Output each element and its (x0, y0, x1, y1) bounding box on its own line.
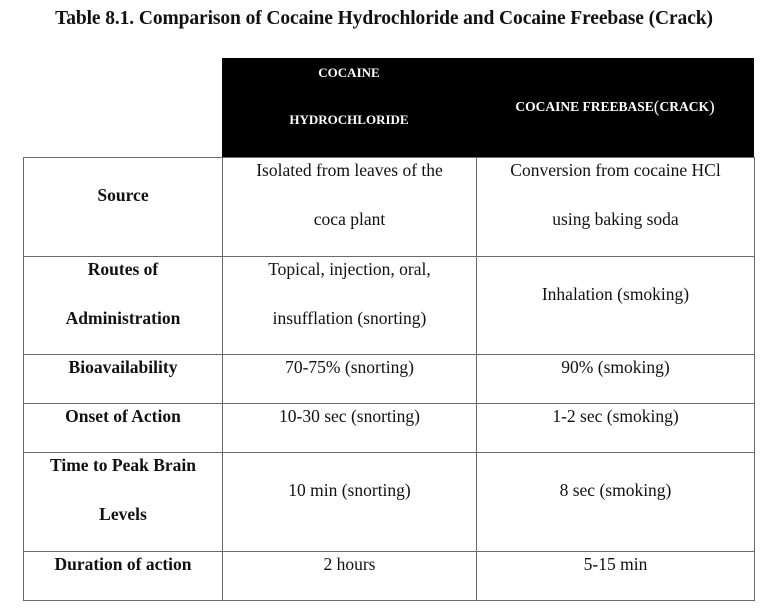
cell-crack (477, 158, 755, 257)
header-text: COCAINE FREEBASE (515, 98, 654, 114)
cell-line: Onset of Action (65, 406, 181, 426)
cell-line: Topical, injection, oral, (268, 259, 431, 279)
comparison-table (23, 157, 755, 601)
row-label (24, 552, 223, 601)
table-header (222, 58, 754, 157)
cell-line: Administration (65, 308, 181, 328)
cell-line: 10 min (snorting) (288, 480, 411, 500)
cell-hcl (223, 552, 477, 601)
cell-crack (477, 404, 755, 453)
cell-line: 10-30 sec (snorting) (279, 406, 420, 426)
table-row-source (24, 158, 755, 257)
cell-line: coca plant (313, 209, 386, 229)
cell-crack (477, 453, 755, 552)
cell-line: Time to Peak Brain (50, 455, 196, 475)
header-cocaine-hydrochloride (222, 58, 476, 157)
cell-line: 8 sec (smoking) (559, 480, 672, 500)
header-line: HYDROCHLORIDE (289, 112, 409, 127)
table-caption: Table 8.1. Comparison of Cocaine Hydrochloride and Cocaine Freebase (Crack) (55, 8, 713, 29)
cell-line: 5-15 min (583, 554, 648, 574)
cell-line: Duration of action (54, 554, 192, 574)
row-label (24, 257, 223, 355)
cell-line: Routes of (87, 259, 159, 279)
table-row-time-to-peak (24, 453, 755, 552)
cell-hcl (223, 257, 477, 355)
cell-crack (477, 552, 755, 601)
cell-line: Conversion from cocaine HCl (510, 160, 721, 180)
cell-line: Bioavailability (68, 357, 178, 377)
cell-line: Levels (99, 504, 147, 524)
cell-line: Inhalation (smoking) (541, 284, 690, 304)
cell-line: insufflation (snorting) (272, 308, 427, 328)
cell-line: Source (97, 185, 149, 205)
header-cocaine-freebase (476, 58, 754, 157)
header-paren-text: CRACK (659, 98, 709, 114)
table-row-duration (24, 552, 755, 601)
header-line: COCAINE (318, 65, 380, 80)
cell-line: using baking soda (552, 209, 679, 229)
cell-line: 90% (smoking) (561, 357, 670, 377)
cell-line: Isolated from leaves of the (256, 160, 443, 180)
cell-hcl (223, 453, 477, 552)
row-label (24, 453, 223, 552)
row-label (24, 158, 223, 257)
header-paren-open: ( (653, 96, 660, 116)
header-paren-close: ) (708, 96, 715, 116)
cell-line: 2 hours (323, 554, 376, 574)
cell-line: 1-2 sec (smoking) (552, 406, 679, 426)
cell-hcl (223, 158, 477, 257)
cell-crack (477, 257, 755, 355)
table-row-routes (24, 257, 755, 355)
cell-hcl (223, 404, 477, 453)
cell-line: 70-75% (snorting) (285, 357, 414, 377)
